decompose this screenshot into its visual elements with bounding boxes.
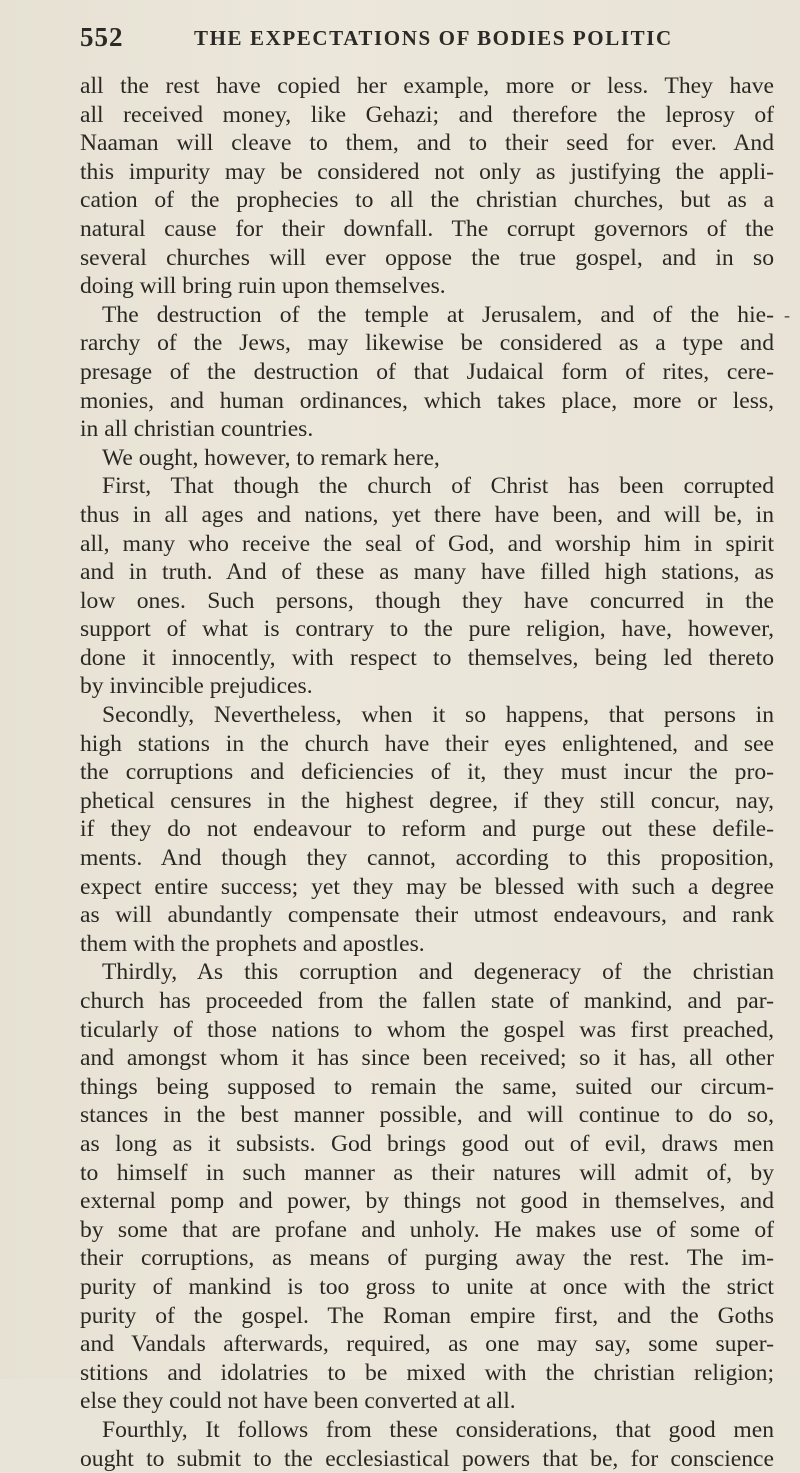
text-line: as will abundantly compensate their utmost endeavours, and rank bbox=[80, 901, 774, 930]
text-line: church has proceeded from the fallen state of mankind, and par- bbox=[80, 987, 774, 1016]
text-line: Thirdly, As this corruption and degeneracy of the christian bbox=[80, 958, 774, 987]
text-line: things being supposed to remain the same, suited our circum- bbox=[80, 1073, 774, 1102]
text-line: thus in all ages and nations, yet there have been, and will be, in bbox=[80, 501, 774, 530]
text-line: purity of mankind is too gross to unite at once with the strict bbox=[80, 1273, 774, 1302]
text-line: rarchy of the Jews, may likewise be considered as a type and bbox=[80, 329, 774, 358]
text-line: phetical censures in the highest degree, if they still concur, nay, bbox=[80, 787, 774, 816]
running-head bbox=[80, 22, 780, 58]
text-line: natural cause for their downfall. The corrupt governors of the bbox=[80, 215, 774, 244]
text-line: by invincible prejudices. bbox=[80, 672, 774, 701]
text-line: Naaman will cleave to them, and to their seed for ever. And bbox=[80, 129, 774, 158]
text-line: the corruptions and deficiencies of it, they must incur the pro- bbox=[80, 758, 774, 787]
text-line: stances in the best manner possible, and will continue to do so, bbox=[80, 1101, 774, 1130]
text-line: high stations in the church have their eyes enlightened, and see bbox=[80, 730, 774, 759]
text-line: their corruptions, as means of purging away the rest. The im- bbox=[80, 1244, 774, 1273]
text-line: low ones. Such persons, though they have concurred in the bbox=[80, 587, 774, 616]
text-line: as long as it subsists. God brings good out of evil, draws men bbox=[80, 1130, 774, 1159]
text-line: and amongst whom it has since been received; so it has, all other bbox=[80, 1044, 774, 1073]
text-line: and Vandals afterwards, required, as one may say, some super- bbox=[80, 1330, 774, 1359]
text-line: The destruction of the temple at Jerusalem, and of the hie- bbox=[80, 301, 774, 330]
text-line: expect entire success; yet they may be blessed with such a degree bbox=[80, 873, 774, 902]
text-line: Secondly, Nevertheless, when it so happens, that persons in bbox=[80, 701, 774, 730]
text-line: all the rest have copied her example, more or less. They have bbox=[80, 72, 774, 101]
text-line: ticularly of those nations to whom the gospel was first preached, bbox=[80, 1016, 774, 1045]
text-line: ments. And though they cannot, according to this proposition, bbox=[80, 844, 774, 873]
text-line: and in truth. And of these as many have filled high stations, as bbox=[80, 558, 774, 587]
text-line: Fourthly, It follows from these considerations, that good men bbox=[80, 1416, 774, 1445]
text-line: stitions and idolatries to be mixed with the christian religion; bbox=[80, 1359, 774, 1388]
text-line: if they do not endeavour to reform and purge out these defile- bbox=[80, 815, 774, 844]
text-line: purity of the gospel. The Roman empire first, and the Goths bbox=[80, 1302, 774, 1331]
body-text bbox=[80, 72, 774, 1473]
text-line: doing will bring ruin upon themselves. bbox=[80, 272, 774, 301]
text-line: by some that are profane and unholy. He makes use of some of bbox=[80, 1216, 774, 1245]
text-line: this impurity may be considered not only as justifying the appli- bbox=[80, 158, 774, 187]
page-number: 552 bbox=[80, 22, 124, 53]
text-line: cation of the prophecies to all the christian churches, but as a bbox=[80, 186, 774, 215]
text-line: First, That though the church of Christ has been corrupted bbox=[80, 472, 774, 501]
text-line: presage of the destruction of that Judaical form of rites, cere- bbox=[80, 358, 774, 387]
text-line: all, many who receive the seal of God, and worship him in spirit bbox=[80, 530, 774, 559]
running-title: THE EXPECTATIONS OF BODIES POLITIC bbox=[194, 26, 673, 51]
text-line: external pomp and power, by things not good in themselves, and bbox=[80, 1187, 774, 1216]
text-line: all received money, like Gehazi; and therefore the leprosy of bbox=[80, 101, 774, 130]
text-line: done it innocently, with respect to themselves, being led thereto bbox=[80, 644, 774, 673]
text-line: support of what is contrary to the pure religion, have, however, bbox=[80, 615, 774, 644]
text-line: ought to submit to the ecclesiastical powers that be, for conscience bbox=[80, 1445, 774, 1473]
text-line: to himself in such manner as their natures will admit of, by bbox=[80, 1159, 774, 1188]
text-line: else they could not have been converted at all. bbox=[80, 1387, 774, 1416]
text-line: them with the prophets and apostles. bbox=[80, 930, 774, 959]
text-line: monies, and human ordinances, which takes place, more or less, bbox=[80, 387, 774, 416]
text-line: several churches will ever oppose the true gospel, and in so bbox=[80, 244, 774, 273]
text-line: in all christian countries. bbox=[80, 415, 774, 444]
text-line: We ought, however, to remark here, bbox=[80, 444, 774, 473]
margin-mark: - bbox=[784, 305, 790, 326]
